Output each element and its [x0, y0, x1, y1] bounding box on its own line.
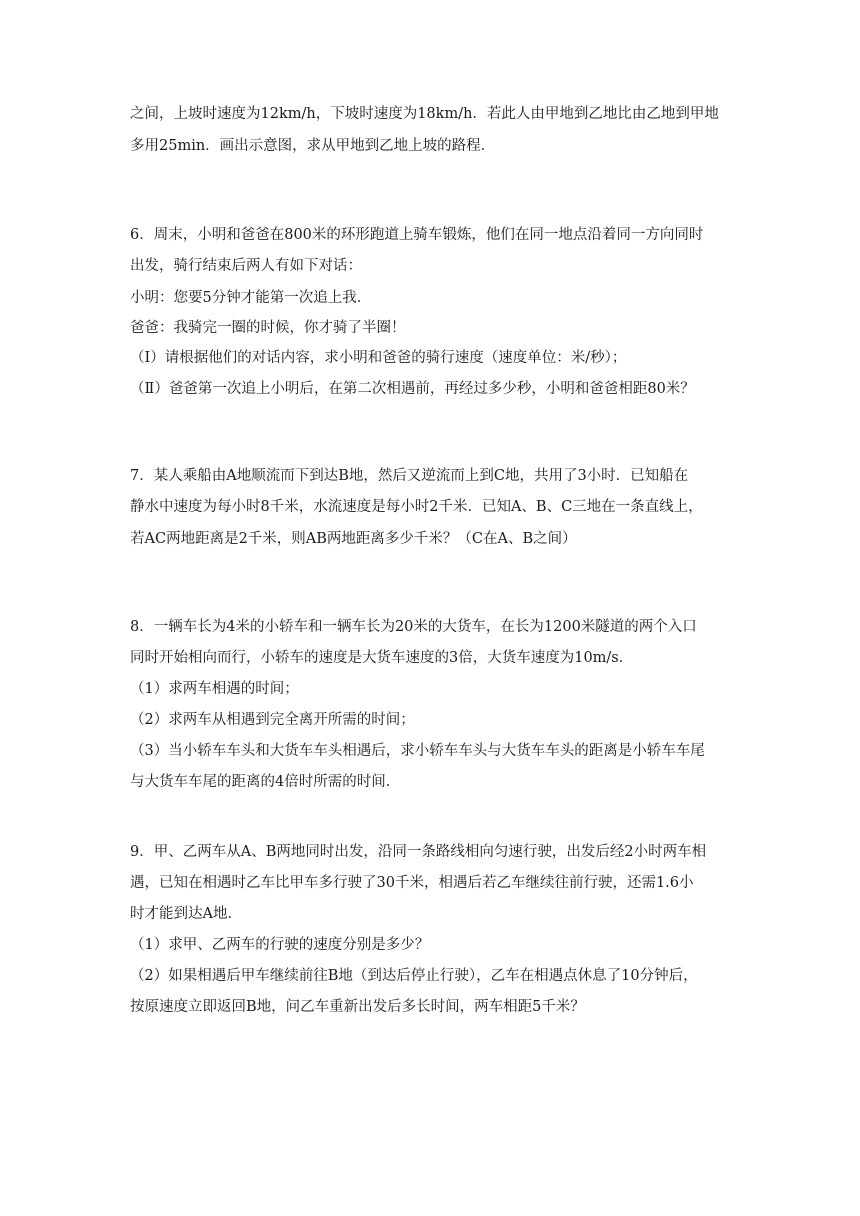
sub-question-1: （1）求两车相遇的时间； [130, 681, 299, 697]
dialogue-xiaoming: 小明：您要5分钟才能第一次追上我． [130, 290, 372, 306]
problem-line: 静水中速度为每小时8千米，水流速度是每小时2千米．已知A、B、C三地在一条直线上， [130, 499, 703, 515]
problem-line: 7．某人乘船由A地顺流而下到达B地，然后又逆流而上到C地，共用了3小时．已知船在 [130, 468, 689, 484]
problem-line: 同时开始相向而行，小轿车的速度是大货车速度的3倍，大货车速度为10m/s． [130, 650, 634, 666]
problem-line: 6．周末，小明和爸爸在800米的环形跑道上骑车锻炼，他们在同一地点沿着同一方向同时 [130, 227, 704, 243]
problem-line: 时才能到达A地． [130, 906, 242, 922]
problem-line: 出发，骑行结束后两人有如下对话： [130, 258, 362, 274]
problem-line: 之间，上坡时速度为12km/h，下坡时速度为18km/h．若此人由甲地到乙地比由乙地到甲地 [130, 106, 719, 122]
sub-question-1: （1）求甲、乙两车的行驶的速度分别是多少？ [130, 937, 430, 953]
sub-question-2: （2）如果相遇后甲车继续前往B地（到达后停止行驶），乙车在相遇点休息了10分钟后， [130, 968, 698, 984]
problem-line: 若AC两地距离是2千米，则AB两地距离多少千米？（C在A、B之间） [130, 531, 577, 547]
problem-line: 多用25min．画出示意图，求从甲地到乙地上坡的路程． [130, 138, 496, 154]
problem-line: 8．一辆车长为4米的小轿车和一辆车长为20米的大货车，在长为1200米隧道的两个入口 [130, 619, 697, 635]
sub-question-2: （Ⅱ）爸爸第一次追上小明后，在第二次相遇前，再经过多少秒，小明和爸爸相距80米？ [130, 381, 695, 397]
problem-line: 9．甲、乙两车从A、B两地同时出发，沿同一条路线相向匀速行驶，出发后经2小时两车相 [130, 844, 707, 860]
problem-line: 遇，已知在相遇时乙车比甲车多行驶了30千米，相遇后若乙车继续往前行驶，还需1.6小 [130, 875, 694, 891]
dialogue-dad: 爸爸：我骑完一圈的时候，你才骑了半圈！ [130, 320, 406, 336]
sub-question-1: （Ⅰ）请根据他们的对话内容，求小明和爸爸的骑行速度（速度单位：米/秒）； [130, 350, 627, 366]
problem-line: 与大货车车尾的距离的4倍时所需的时间． [130, 774, 401, 790]
sub-question-3: （3）当小轿车车头和大货车车头相遇后，求小轿车车头与大货车车头的距离是小轿车车尾 [130, 743, 705, 759]
problem-line: 按原速度立即返回B地，问乙车重新出发后多长时间，两车相距5千米？ [130, 999, 585, 1015]
sub-question-2: （2）求两车从相遇到完全离开所需的时间； [130, 712, 415, 728]
